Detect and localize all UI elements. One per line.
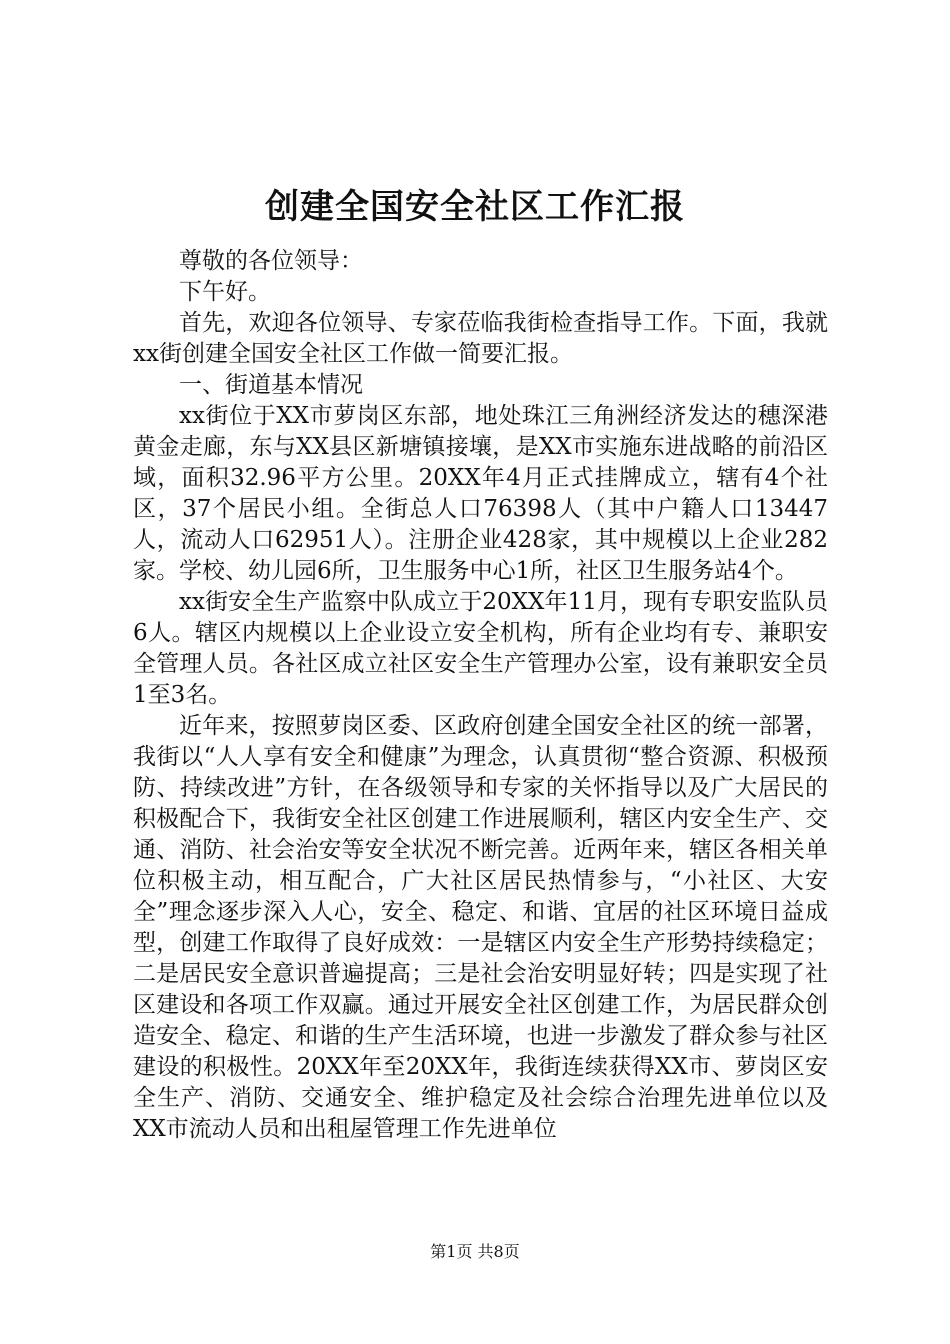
- paragraph-greeting: 尊敬的各位领导：: [179, 248, 363, 274]
- document-body: [133, 246, 828, 1145]
- paragraph-achievements: 近年来，按照萝岗区委、区政府创建全国安全社区的统一部署，我街以“人人享有安全和健康”为理念，认真贯彻“整合资源、积极预防、持续改进”方针，在各级领导和专家的关怀指导以及广大居民的积极配合下，我街安全社区创建工作进展顺利，辖区内安全生产、交通、消防、社会治安等安全状况不断完善。近两年来，辖区各相关单位积极主动，相互配合，广大社区居民热情参与，“小社区、大安全”理念逐步深入人心，安全、稳定、和谐、宜居的社区环境日益成型，创建工作取得了良好成效：一是辖区内安全生产形势持续稳定；二是居民安全意识普遍提高；三是社会治安明显好转；四是实现了社区建设和各项工作双赢。通过开展安全社区创建工作，为居民群众创造安全、稳定、和谐的生产生活环境，也进一步激发了群众参与社区建设的积极性。20XX年至20XX年，我街连续获得XX市、萝岗区安全生产、消防、交通安全、维护稳定及社会综合治理先进单位以及XX市流动人员和出租屋管理工作先进单位: [133, 713, 828, 1142]
- page-footer: 第1页 共8页: [430, 1242, 520, 1261]
- paragraph-safety-team: xx街安全生产监察中队成立于20XX年11月，现有专职安监队员6人。辖区内规模以上企业设立安全机构，所有企业均有专、兼职安全管理人员。各社区成立社区安全生产管理办公室，设有兼职安全员1至3名。: [133, 589, 828, 708]
- paragraph-overview: xx街位于XX市萝岗区东部，地处珠江三角洲经济发达的穗深港黄金走廊，东与XX县区新塘镇接壤，是XX市实施东进战略的前沿区域，面积32.96平方公里。20XX年4月正式挂牌成立，辖有4个社区，37个居民小组。全街总人口76398人（其中户籍人口13447人，流动人口62951人）。注册企业428家，其中规模以上企业282家。学校、幼儿园6所，卫生服务中心1所，社区卫生服务站4个。: [133, 403, 828, 584]
- section-heading: 一、街道基本情况: [179, 372, 363, 398]
- paragraph-intro: 首先，欢迎各位领导、专家莅临我街检查指导工作。下面，我就xx街创建全国安全社区工作做一简要汇报。: [133, 310, 828, 367]
- paragraph-salutation: 下午好。: [179, 279, 271, 305]
- document-title: 创建全国安全社区工作汇报: [265, 187, 685, 227]
